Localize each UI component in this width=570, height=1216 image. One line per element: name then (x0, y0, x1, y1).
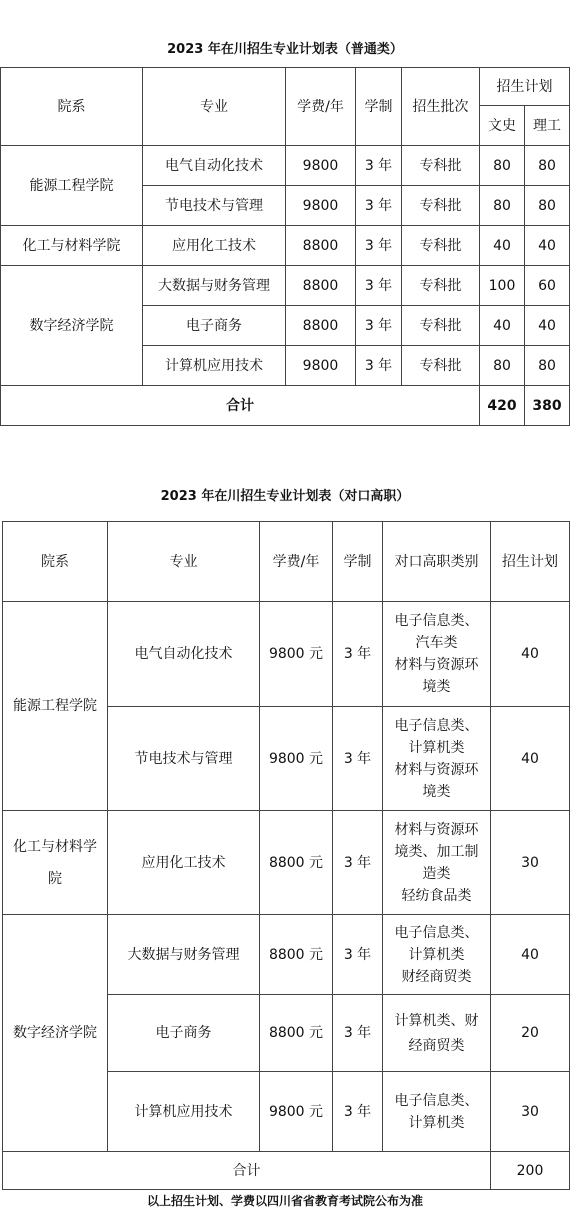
category-line: 造类 (422, 865, 451, 882)
arts-cell: 80 (480, 186, 525, 226)
category-line: 电子信息类、 (394, 1092, 479, 1109)
table-row (3, 602, 570, 707)
category-line: 材料与资源环 (394, 657, 479, 673)
total-row (1, 386, 570, 426)
duration-cell: 3 年 (356, 346, 402, 386)
fee-cell: 9800 (286, 346, 356, 386)
major-cell: 大数据与财务管理 (108, 915, 260, 995)
arts-cell: 100 (480, 266, 525, 306)
header-major: 专业 (108, 522, 260, 602)
category-line: 电子信息类、 (394, 717, 479, 734)
fee-cell: 8800 元 (260, 995, 333, 1072)
header-major: 专业 (143, 68, 286, 146)
fee-cell: 9800 (286, 186, 356, 226)
batch-cell: 专科批 (402, 186, 480, 226)
category-line: 计算机类 (408, 946, 465, 963)
arts-cell: 80 (480, 346, 525, 386)
plan-cell: 40 (491, 602, 570, 707)
total-label: 合计 (3, 1152, 491, 1190)
plan-cell: 30 (491, 811, 570, 915)
batch-cell: 专科批 (402, 306, 480, 346)
category-line: 电子信息类、 (394, 613, 479, 629)
category-line: 境类 (422, 679, 451, 695)
total-plan: 200 (491, 1152, 570, 1190)
fee-cell: 8800 元 (260, 811, 333, 915)
major-cell: 电气自动化技术 (108, 602, 260, 707)
major-cell: 节电技术与管理 (108, 707, 260, 811)
duration-cell: 3 年 (333, 811, 383, 915)
dept-line: 化工与材料学 (13, 838, 97, 855)
plan-cell: 20 (491, 995, 570, 1072)
fee-cell: 9800 元 (260, 707, 333, 811)
science-cell: 60 (525, 266, 570, 306)
dept-cell (3, 811, 108, 915)
header-fee: 学费/年 (260, 522, 333, 602)
fee-cell: 8800 (286, 226, 356, 266)
category-cell (383, 811, 491, 915)
category-line: 电子信息类、 (394, 924, 479, 941)
duration-cell: 3 年 (333, 1072, 383, 1152)
plan-cell: 40 (491, 707, 570, 811)
science-cell: 40 (525, 226, 570, 266)
header-row (3, 522, 570, 602)
plan-cell: 40 (491, 915, 570, 995)
total-science: 380 (525, 386, 570, 426)
major-cell: 大数据与财务管理 (143, 266, 286, 306)
duration-cell: 3 年 (356, 146, 402, 186)
category-line: 计算机类、财 (394, 1012, 479, 1029)
dept-cell: 数字经济学院 (3, 915, 108, 1152)
header-science: 理工 (525, 106, 570, 146)
major-cell: 计算机应用技术 (143, 346, 286, 386)
dept-cell: 化工与材料学院 (1, 226, 143, 266)
header-row (1, 68, 570, 106)
major-cell: 应用化工技术 (108, 811, 260, 915)
science-cell: 40 (525, 306, 570, 346)
category-line: 汽车类 (415, 635, 458, 651)
major-cell: 电子商务 (143, 306, 286, 346)
category-cell (383, 707, 491, 811)
header-duration: 学制 (356, 68, 402, 146)
arts-cell: 80 (480, 146, 525, 186)
header-dept: 院系 (1, 68, 143, 146)
header-duration: 学制 (333, 522, 383, 602)
arts-cell: 40 (480, 226, 525, 266)
major-cell: 节电技术与管理 (143, 186, 286, 226)
table-general-plan (0, 67, 570, 426)
header-fee: 学费/年 (286, 68, 356, 146)
major-cell: 电气自动化技术 (143, 146, 286, 186)
table2-title: 2023 年在川招生专业计划表（对口高职） (160, 489, 410, 504)
category-cell (383, 915, 491, 995)
duration-cell: 3 年 (333, 707, 383, 811)
duration-cell: 3 年 (333, 915, 383, 995)
table-row (3, 811, 570, 915)
major-cell: 计算机应用技术 (108, 1072, 260, 1152)
table-row (3, 915, 570, 995)
arts-cell: 40 (480, 306, 525, 346)
dept-line: 院 (48, 870, 62, 887)
category-line: 财经商贸类 (401, 968, 472, 985)
category-line: 材料与资源环 (394, 821, 479, 838)
dept-cell: 能源工程学院 (1, 146, 143, 226)
total-label: 合计 (1, 386, 480, 426)
category-cell (383, 602, 491, 707)
fee-cell: 8800 (286, 266, 356, 306)
dept-cell: 能源工程学院 (3, 602, 108, 811)
fee-cell: 9800 (286, 146, 356, 186)
header-arts: 文史 (480, 106, 525, 146)
duration-cell: 3 年 (356, 186, 402, 226)
category-line: 经商贸类 (408, 1037, 465, 1054)
header-dept: 院系 (3, 522, 108, 602)
duration-cell: 3 年 (333, 602, 383, 707)
header-category: 对口高职类别 (383, 522, 491, 602)
major-cell: 电子商务 (108, 995, 260, 1072)
batch-cell: 专科批 (402, 226, 480, 266)
table-row (1, 146, 570, 186)
batch-cell: 专科批 (402, 146, 480, 186)
fee-cell: 9800 元 (260, 602, 333, 707)
science-cell: 80 (525, 186, 570, 226)
table-vocational-plan (2, 521, 570, 1190)
category-cell (383, 995, 491, 1072)
fee-cell: 9800 元 (260, 1072, 333, 1152)
header-plan: 招生计划 (480, 68, 570, 106)
category-line: 境类、加工制 (394, 843, 479, 860)
total-row (3, 1152, 570, 1190)
duration-cell: 3 年 (356, 266, 402, 306)
fee-cell: 8800 (286, 306, 356, 346)
category-cell (383, 1072, 491, 1152)
major-cell: 应用化工技术 (143, 226, 286, 266)
category-line: 材料与资源环 (394, 761, 479, 778)
duration-cell: 3 年 (356, 306, 402, 346)
header-batch: 招生批次 (402, 68, 480, 146)
category-line: 轻纺食品类 (401, 887, 472, 904)
category-line: 计算机类 (408, 1114, 465, 1131)
batch-cell: 专科批 (402, 266, 480, 306)
science-cell: 80 (525, 346, 570, 386)
batch-cell: 专科批 (402, 346, 480, 386)
fee-cell: 8800 元 (260, 915, 333, 995)
plan-cell: 30 (491, 1072, 570, 1152)
total-arts: 420 (480, 386, 525, 426)
header-plan: 招生计划 (491, 522, 570, 602)
category-line: 境类 (422, 783, 451, 800)
table-row (1, 226, 570, 266)
duration-cell: 3 年 (333, 995, 383, 1072)
duration-cell: 3 年 (356, 226, 402, 266)
footnote: 以上招生计划、学费以四川省省教育考试院公布为准 (146, 1194, 423, 1208)
category-line: 计算机类 (408, 739, 465, 756)
science-cell: 80 (525, 146, 570, 186)
table1-title: 2023 年在川招生专业计划表（普通类） (167, 42, 403, 57)
dept-cell: 数字经济学院 (1, 266, 143, 386)
table-row (1, 266, 570, 306)
